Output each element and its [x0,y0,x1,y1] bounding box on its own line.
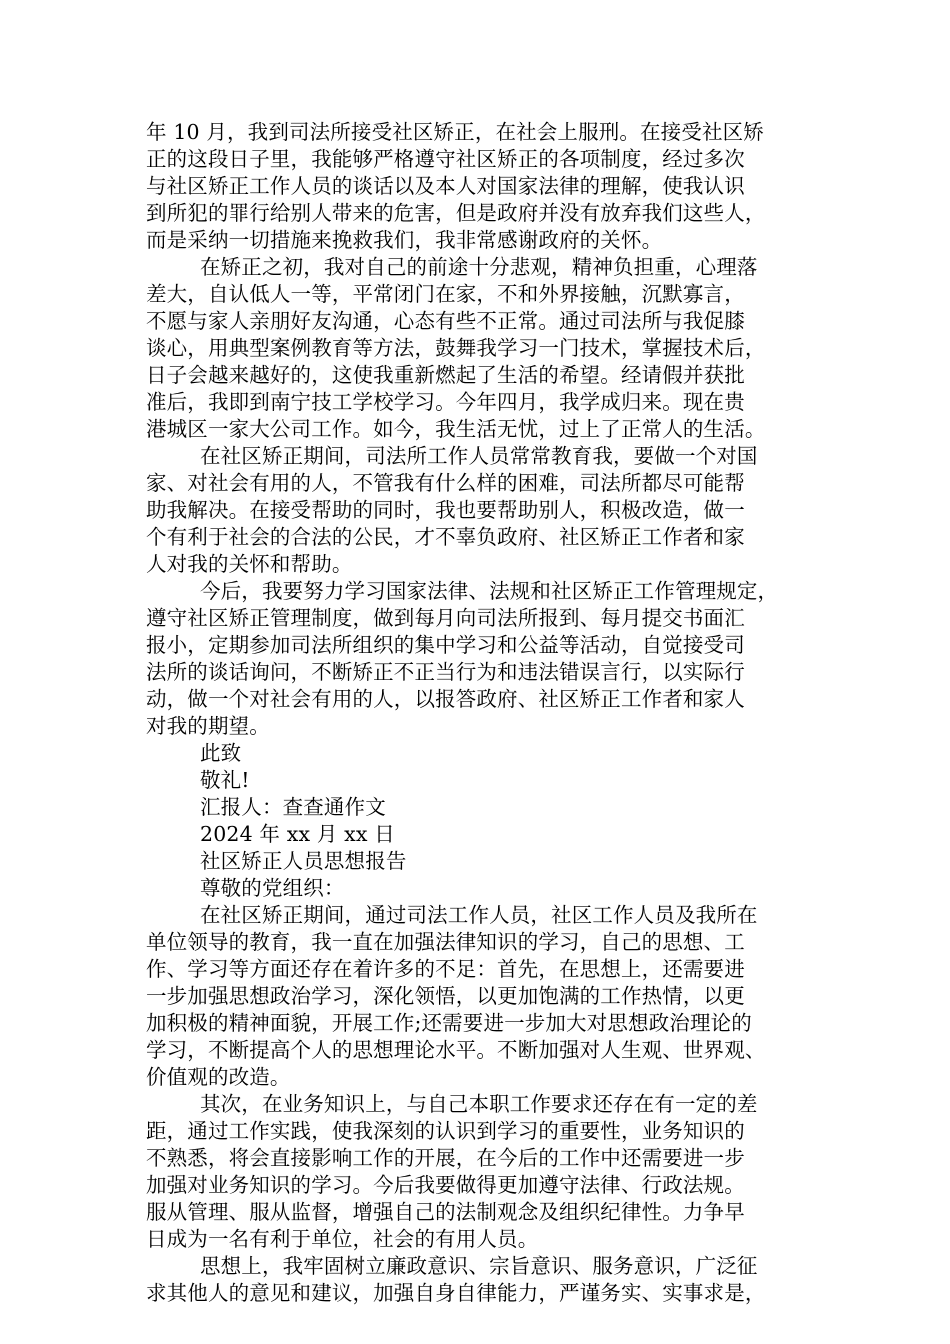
text-line: 谈心，用典型案例教育等方法，鼓舞我学习一门技术，掌握技术后， [146,336,766,360]
text-line: 服从管理、服从监督，增强自己的法制观念及组织纪律性。力争早 [146,1200,745,1224]
text-line: 社区矫正人员思想报告 [200,849,407,873]
text-line: 在社区矫正期间，司法所工作人员常常教育我，要做一个对国 [200,444,758,468]
text-line: 与社区矫正工作人员的谈话以及本人对国家法律的理解，使我认识 [146,174,745,198]
text-line: 港城区一家大公司工作。如今，我生活无忧，过上了正常人的生活。 [146,417,766,441]
text-line: 一步加强思想政治学习，深化领悟，以更加饱满的工作热情，以更 [146,984,745,1008]
text-line: 敬礼! [200,768,250,792]
text-line: 遵守社区矫正管理制度，做到每月向司法所报到、每月提交书面汇 [146,606,745,630]
text-line: 年 10 月，我到司法所接受社区矫正，在社会上服刑。在接受社区矫 [146,120,764,144]
text-line: 对我的期望。 [146,714,270,738]
text-line: 今后，我要努力学习国家法律、法规和社区矫正工作管理规定， [200,579,779,603]
text-line: 不愿与家人亲朋好友沟通，心态有些不正常。通过司法所与我促膝 [146,309,745,333]
text-line: 在社区矫正期间，通过司法工作人员，社区工作人员及我所在 [200,903,758,927]
text-line: 价值观的改造。 [146,1065,291,1089]
text-line: 其次，在业务知识上，与自己本职工作要求还存在有一定的差 [200,1092,758,1116]
text-line: 而是采纳一切措施来挽救我们，我非常感谢政府的关怀。 [146,228,663,252]
text-line: 正的这段日子里，我能够严格遵守社区矫正的各项制度，经过多次 [146,147,745,171]
text-line: 差大，自认低人一等，平常闭门在家，不和外界接触，沉默寡言， [146,282,745,306]
text-line: 2024 年 xx 月 xx 日 [200,822,395,846]
text-line: 报小，定期参加司法所组织的集中学习和公益等活动，自觉接受司 [146,633,745,657]
text-line: 日成为一名有利于单位，社会的有用人员。 [146,1227,539,1251]
text-line: 动，做一个对社会有用的人，以报答政府、社区矫正工作者和家人 [146,687,745,711]
text-line: 日子会越来越好的，这使我重新燃起了生活的希望。经请假并获批 [146,363,745,387]
text-line: 个有利于社会的合法的公民，才不辜负政府、社区矫正工作者和家 [146,525,745,549]
text-line: 作、学习等方面还存在着许多的不足：首先，在思想上，还需要进 [146,957,745,981]
text-line: 不熟悉，将会直接影响工作的开展，在今后的工作中还需要进一步 [146,1146,745,1170]
text-line: 法所的谈话询问，不断矫正不正当行为和违法错误言行，以实际行 [146,660,745,684]
text-line: 人对我的关怀和帮助。 [146,552,353,576]
text-line: 准后，我即到南宁技工学校学习。今年四月，我学成归来。现在贵 [146,390,745,414]
text-line: 单位领导的教育，我一直在加强法律知识的学习，自己的思想、工 [146,930,745,954]
text-line: 汇报人：查查通作文 [200,795,386,819]
document-body [146,119,826,1307]
text-line: 此致 [200,741,242,765]
text-line: 加强对业务知识的学习。今后我要做得更加遵守法律、行政法规。 [146,1173,745,1197]
text-line: 加积极的精神面貌，开展工作;还需要进一步加大对思想政治理论的 [146,1011,752,1035]
text-line: 求其他人的意见和建议，加强自身自律能力，严谨务实、实事求是， [146,1281,766,1305]
text-line: 学习，不断提高个人的思想理论水平。不断加强对人生观、世界观、 [146,1038,766,1062]
text-line: 助我解决。在接受帮助的同时，我也要帮助别人，积极改造，做一 [146,498,745,522]
text-line: 思想上，我牢固树立廉政意识、宗旨意识、服务意识，广泛征 [200,1254,758,1278]
text-line: 家、对社会有用的人，不管我有什么样的困难，司法所都尽可能帮 [146,471,745,495]
text-line: 尊敬的党组织： [200,876,345,900]
text-line: 到所犯的罪行给别人带来的危害，但是政府并没有放弃我们这些人， [146,201,766,225]
text-line: 在矫正之初，我对自己的前途十分悲观，精神负担重，心理落 [200,255,758,279]
text-line: 距，通过工作实践，使我深刻的认识到学习的重要性，业务知识的 [146,1119,745,1143]
